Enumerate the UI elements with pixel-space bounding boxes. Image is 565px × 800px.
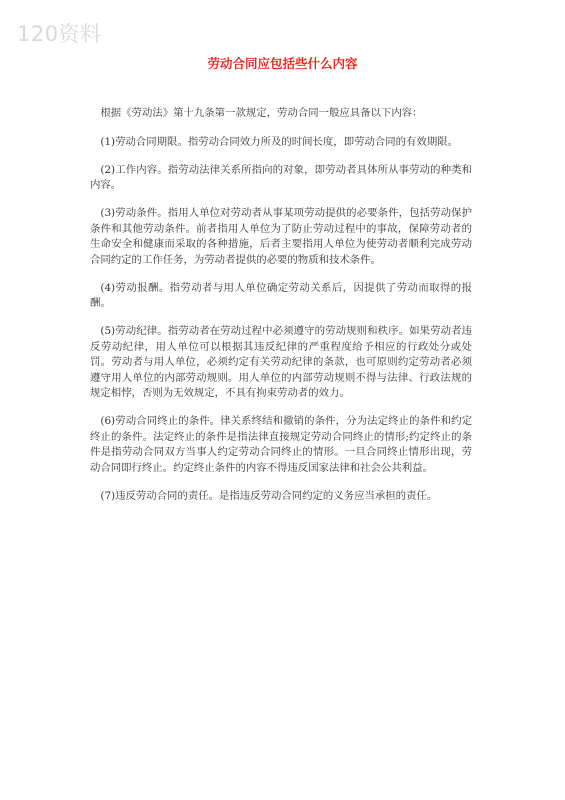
watermark-logo: 120资料 xyxy=(17,22,102,46)
document-title: 劳动合同应包括些什么内容 xyxy=(207,56,358,71)
document-body xyxy=(90,106,472,517)
intro-paragraph: 根据《劳动法》第十九条第一款规定，劳动合同一般应具备以下内容： xyxy=(100,107,423,119)
clause-paragraph-2: (2)工作内容。指劳动法律关系所指向的对象，即劳动者具体所从事劳动的种类和内容。 xyxy=(90,163,472,191)
clause-paragraph-1: (1)劳动合同期限。指劳动合同效力所及的时间长度，即劳动合同的有效期限。 xyxy=(100,135,458,148)
clause-paragraph-3: (3)劳动条件。指用人单位对劳动者从事某项劳动提供的必要条件，包括劳动保护条件和其他劳动条件。前者指用人单位为了防止劳动过程中的事故，保障劳动者的生命安全和健康而采取的各种措施，后者主要指用人单位为使劳动者顺利完成劳动合同约定的工作任务，为劳动者提供的必要的物质和技术条件。 xyxy=(90,207,472,266)
clause-paragraph-5: (5)劳动纪律。指劳动者在劳动过程中必须遵守的劳动规则和秩序。如果劳动者违反劳动纪律，用人单位可以根据其违反纪律的严重程度给予相应的行政处分或处罚。劳动者与用人单位，必须约定有关劳动纪律的条款，也可原则约定劳动者必须遵守用人单位的内部劳动规则。用人单位的内部劳动规则不得与法律、行政法规的规定相悖，否则为无效规定，不具有拘束劳动者的效力。 xyxy=(90,325,472,399)
clause-paragraph-6: (6)劳动合同终止的条件。律关系终结和撤销的条件，分为法定终止的条件和约定终止的条件。法定终止的条件是指法律直接规定劳动合同终止的情形;约定终止的条件是指劳动合同双方当事人约定劳动合同终止的情形。一旦合同终止情形出现，劳动合同即行终止。约定终止条件的内容不得违反国家法律和社会公共利益。 xyxy=(90,415,472,474)
clause-paragraph-7: (7)违反劳动合同的责任。是指违反劳动合同约定的义务应当承担的责任。 xyxy=(100,489,438,502)
clause-paragraph-4: (4)劳动报酬。指劳动者与用人单位确定劳动关系后，因提供了劳动而取得的报酬。 xyxy=(90,281,472,309)
